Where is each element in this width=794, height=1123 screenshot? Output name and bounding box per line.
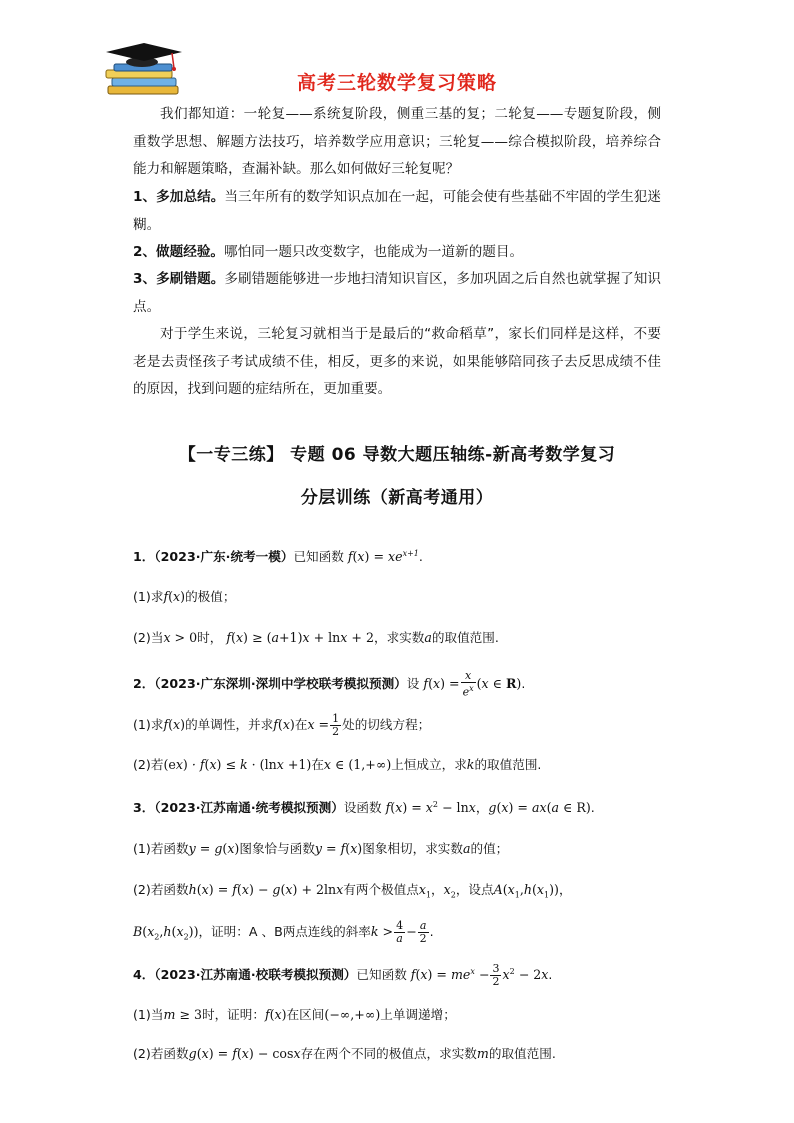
problem-1-stem: 1．（2023·广东·统考一模）已知函数 $f(x) = xe^{x+1}$.	[133, 548, 423, 564]
tip-3	[133, 266, 661, 321]
tip-1	[133, 184, 661, 239]
intro-paragraph: 我们都知道：一轮复——系统复阶段，侧重三基的复；二轮复——专题复阶段，侧重数学思想、解题方法技巧，培养数学应用意识；三轮复——综合模拟阶段，培养综合能力和解题策略，查漏补缺。那么如何做好三轮复呢？	[133, 106, 661, 177]
problem-3-q1: (1)若函数y = g(x)图象恰与函数y = f(x)图象相切，求实数a的值；	[133, 841, 509, 856]
section-title-line2: 分层训练（新高考通用）	[300, 488, 494, 508]
problem-4-stem: 4．（2023·江苏南通·校联考模拟预测）已知函数 $f(x) = me^x$ − $\frac{3}{2}$ $x^2 - 2x$.	[133, 962, 553, 988]
problem-4-q2: (2)若函数g(x) = f(x) − cosx存在两个不同的极值点，求实数m的取值范围.	[133, 1046, 556, 1061]
problem-2-q1: (1)求f(x)的单调性，并求f(x)在x = $\frac{1}{2}$ 处的切线方程；	[133, 712, 431, 738]
problem-3-q2: (2)若函数h(x) = f(x) − g(x) + 2lnx有两个极值点$x_1$，$x_2$，设点$A(x_1,h(x_1))$，	[133, 882, 572, 900]
problem-3-q2-cont: $B(x_2,h(x_2))$，证明：A 、B两点连线的斜率k > $\frac{4}{a}$ − $\frac{a}{2}$ .	[133, 919, 434, 945]
page-title: 高考三轮数学复习策略	[296, 72, 497, 94]
problem-4-q1: (1)当m ≥ 3时，证明：f(x)在区间(−∞,+∞)上单调递增；	[133, 1007, 456, 1022]
problem-3-stem: 3．（2023·江苏南通·统考模拟预测）设函数 $f(x) = x^2 - \ln x$，g(x) = ax(a ∈ R).	[133, 799, 595, 815]
tip-2-body: 哪怕同一题只改变数字，也能成为一道新的题目。	[224, 244, 524, 260]
problem-1-q2: (2)当x > 0时， f(x) ≥ (a+1)x + lnx + 2，求实数a的取值范围.	[133, 630, 499, 645]
tip-2-head: 2、做题经验。	[133, 244, 225, 260]
tip-2	[133, 239, 661, 267]
formula: $f(x) = xe^{x+1}$	[347, 548, 419, 564]
problem-2-q2: (2)若(ex) · f(x) ≤ k · (lnx +1)在x ∈ (1,+∞)上恒成立，求k的取值范围.	[133, 757, 542, 772]
tip-1-body: 当三年所有的数学知识点加在一起，可能会使有些基础不牢固的学生犯迷糊。	[133, 189, 661, 233]
tip-3-head: 3、多刷错题。	[133, 271, 225, 287]
problem-1-q1: (1)求f(x)的极值；	[133, 589, 236, 604]
tip-3-body: 多刷错题能够进一步地扫清知识盲区，多加巩固之后自然也就掌握了知识点。	[133, 271, 661, 315]
section-title-line1: 【一专三练】 专题 06 导数大题压轴练-新高考数学复习	[178, 445, 616, 465]
closing-paragraph: 对于学生来说，三轮复习就相当于是最后的“救命稻草”，家长们同样是这样，不要老是去责怪孩子考试成绩不佳，相反，更多的来说，如果能够陪同孩子去反思成绩不佳的原因，找到问题的症结所在，更加重要。	[133, 326, 661, 397]
problem-2-stem: 2．（2023·广东深圳·深圳中学校联考模拟预测）设 f(x) = $\frac{x}{e^x}$ (x ∈ R).	[133, 669, 526, 699]
tip-1-head: 1、多加总结。	[133, 189, 225, 205]
